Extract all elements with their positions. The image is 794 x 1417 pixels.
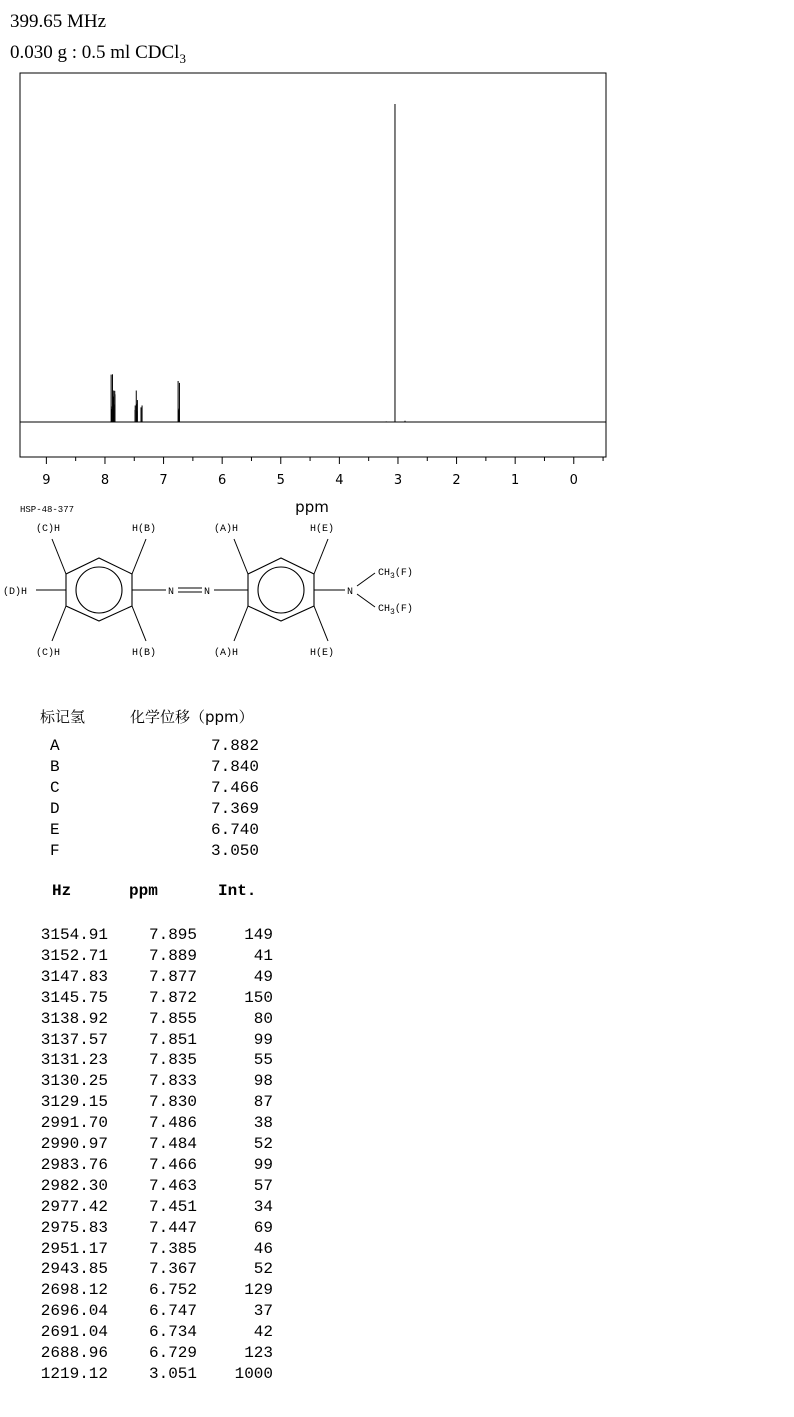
peak-ppm: 7.877 [148,967,197,986]
plot-frame [20,73,606,457]
label-b-top: H(B) [132,524,157,535]
peak-int: 98 [253,1072,273,1091]
nmr-spectrum-chart [0,0,794,680]
peak-int: 55 [253,1051,273,1070]
label-e-bot: H(E) [310,648,335,659]
peak-lines [111,104,405,422]
peak-hz: 2951.17 [40,1239,108,1258]
label-n-azo-2: N [204,587,211,598]
peak-ppm: 7.889 [148,946,197,965]
peak-ppm: 7.367 [148,1260,197,1279]
ch3-top-sub: 3 [390,572,395,581]
peak-int: 99 [253,1030,273,1049]
peak-hz: 3145.75 [40,988,108,1007]
assign-row-label: C [50,779,60,797]
label-n-amine: N [347,587,354,598]
x-tick-label: 2 [452,473,461,488]
peak-hz: 2990.97 [40,1135,108,1153]
peak-ppm: 7.851 [148,1030,197,1049]
peak-ppm: 7.463 [148,1176,197,1195]
assign-row-shift: 7.369 [210,800,259,818]
peak-int: 38 [253,1114,273,1133]
assign-header-label: 标记氢 [40,708,86,726]
spectrometer-frequency: 399.65 MHz [10,11,107,32]
peak-int: 99 [253,1155,273,1174]
peak-int: 34 [253,1197,273,1216]
peak-header-int: Int. [218,882,257,900]
x-tick-label: 0 [569,473,578,488]
peak-ppm: 6.729 [148,1344,197,1362]
peak-int: 52 [253,1260,273,1279]
peak-hz: 3129.15 [40,1093,108,1112]
peak-hz: 2975.83 [40,1218,108,1237]
peak-int: 41 [253,946,273,965]
peak-hz: 2983.76 [40,1155,108,1174]
peak-ppm: 7.830 [148,1093,197,1112]
peak-ppm: 7.835 [148,1051,197,1070]
ch3-top-tag: (F) [394,568,413,579]
peak-hz: 3130.25 [40,1072,108,1091]
label-e-top: H(E) [310,524,335,535]
assign-row-shift: 7.840 [210,758,259,776]
label-d-left: (D)H [3,587,28,598]
peak-ppm: 7.385 [148,1239,197,1258]
ch3-bot-tag: (F) [394,604,413,615]
x-tick-label: 1 [511,473,520,488]
peak-hz: 2698.12 [40,1281,108,1300]
peak-int: 57 [253,1176,273,1195]
sample-subscript: 3 [179,50,186,66]
peak-hz: 3152.71 [40,946,108,965]
assign-row-shift: 3.050 [210,842,259,860]
peak-hz: 3131.23 [40,1051,108,1070]
peak-hz: 1219.12 [40,1364,108,1383]
assign-row-label: F [50,842,60,860]
assign-row-shift: 6.740 [210,821,259,839]
peak-int: 37 [253,1302,273,1321]
peak-int: 69 [253,1218,273,1237]
assign-row-shift: 7.466 [210,779,259,797]
peak-int: 46 [253,1239,273,1258]
peak-hz: 2991.70 [40,1114,108,1133]
peak-header-hz: Hz [52,882,72,900]
label-n-azo-1: N [168,587,175,598]
peak-ppm: 3.051 [148,1364,197,1383]
molecule-structure [3,505,413,659]
peak-int: 87 [253,1093,273,1112]
assign-row-label: B [50,758,60,776]
x-tick-label: 9 [42,473,51,488]
peak-ppm: 7.466 [148,1155,197,1174]
peak-ppm: 6.734 [148,1323,197,1342]
peak-int: 49 [253,967,273,986]
peak-int: 150 [244,988,273,1007]
peak-int: 80 [253,1009,273,1028]
peak-int: 42 [253,1323,273,1342]
peak-int: 129 [244,1281,273,1300]
assign-row-shift: 7.882 [210,737,259,755]
assign-row-label: A [50,737,60,755]
ring-left [66,558,132,621]
peak-int: 149 [244,926,273,944]
structure-code: HSP-48-377 [20,505,75,515]
peak-header-ppm: ppm [129,882,158,900]
label-c-bot: (C)H [36,648,61,659]
ch3-bot-text: CH [378,604,391,615]
peak-ppm: 7.833 [148,1072,197,1091]
label-a-bot: (A)H [214,648,239,659]
peak-ppm: 7.484 [148,1135,197,1153]
ring-right [248,558,314,621]
x-tick-label: 7 [159,473,168,488]
x-tick-label: 5 [276,473,285,488]
label-b-bot: H(B) [132,648,157,659]
peak-ppm: 6.752 [148,1281,197,1300]
peak-hz: 2943.85 [40,1260,108,1279]
peak-ppm: 7.451 [148,1197,197,1216]
x-axis-label: ppm [295,498,329,516]
peak-ppm: 7.872 [148,988,197,1007]
assign-header-shift: 化学位移（ppm） [130,708,254,726]
label-ch3-top [378,567,413,581]
peak-ppm: 7.486 [148,1114,197,1133]
label-c-top: (C)H [36,524,61,535]
x-tick-label: 6 [218,473,227,488]
peak-hz: 3138.92 [40,1009,108,1028]
sample-text: 0.030 g : 0.5 ml CDCl [10,42,180,63]
peak-int: 123 [244,1344,273,1362]
peak-ppm: 7.855 [148,1009,197,1028]
peak-hz: 2696.04 [40,1302,108,1321]
peak-ppm: 7.895 [148,926,197,944]
tick-labels [42,473,578,488]
peak-hz: 3137.57 [40,1030,108,1049]
peak-hz: 2977.42 [40,1197,108,1216]
peak-hz: 2688.96 [40,1344,108,1362]
peak-hz: 2691.04 [40,1323,108,1342]
peak-ppm: 6.747 [148,1302,197,1321]
assign-row-label: E [50,821,60,839]
peak-int: 1000 [234,1364,273,1383]
peak-ppm: 7.447 [148,1218,197,1237]
peak-hz: 3154.91 [40,926,108,944]
label-a-top: (A)H [214,524,239,535]
assign-row-label: D [50,800,60,818]
peak-hz: 3147.83 [40,967,108,986]
ch3-top-text: CH [378,568,391,579]
x-tick-label: 3 [393,473,403,488]
peak-hz: 2982.30 [40,1176,108,1195]
x-tick-label: 8 [100,473,110,488]
x-tick-label: 4 [335,473,344,488]
label-ch3-bot [378,603,413,617]
peak-int: 52 [253,1135,273,1153]
ch3-bot-sub: 3 [390,608,395,617]
